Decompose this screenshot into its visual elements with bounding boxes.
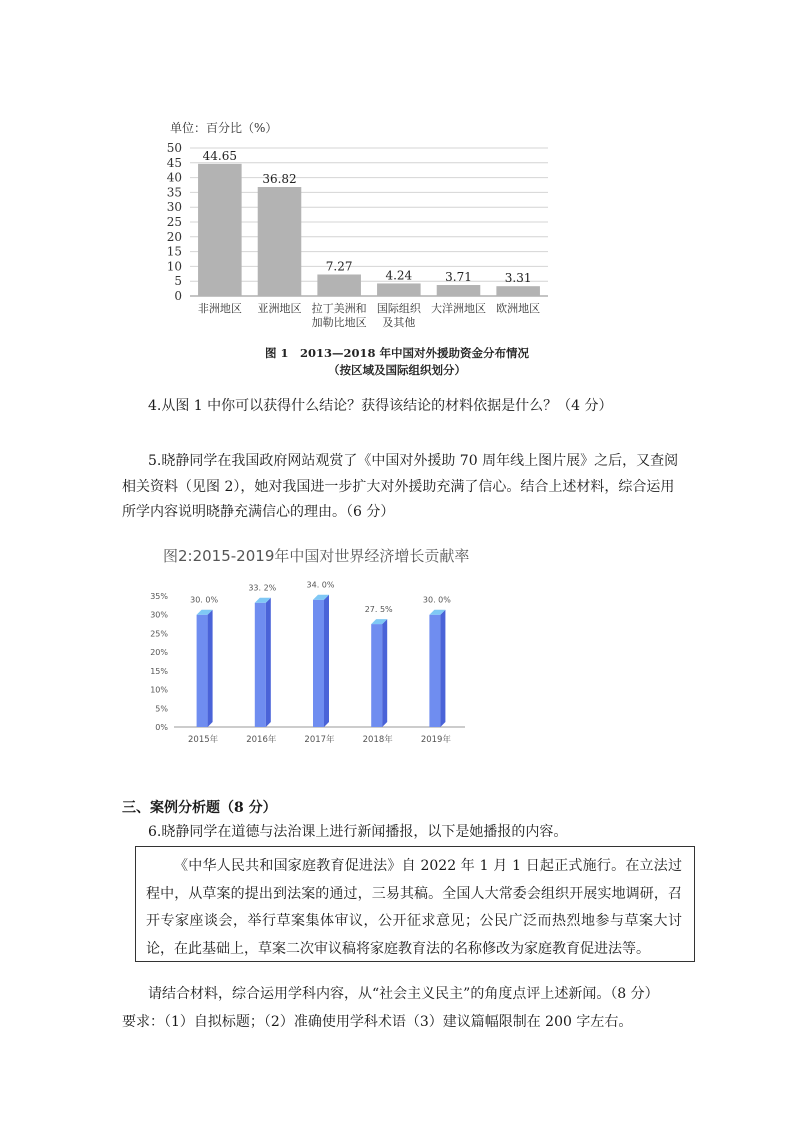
chart1-data-label: 44.65 bbox=[202, 148, 238, 163]
chart1-category-label: 非洲地区 bbox=[197, 302, 242, 315]
chart1-category-label: 加勒比地区 bbox=[311, 316, 367, 329]
chart2-data-label: 30. 0% bbox=[190, 595, 219, 605]
fig1-caption: 图 1 2013—2018 年中国对外援助资金分布情况 bbox=[264, 346, 530, 360]
fig1-subcaption: （按区域及国际组织划分） bbox=[328, 363, 466, 377]
chart1-bar bbox=[496, 286, 540, 296]
chart2-bar bbox=[313, 600, 324, 727]
chart2-category-label: 2017年 bbox=[304, 735, 335, 745]
chart1-ytick-label: 0 bbox=[174, 289, 182, 303]
chart2-ytick-label: 10% bbox=[150, 685, 168, 695]
question-4: 4.从图 1 中你可以获得什么结论？获得该结论的材料依据是什么？（4 分） bbox=[148, 398, 613, 414]
chart1-ytick-label: 25 bbox=[166, 215, 182, 229]
chart1-ytick-label: 5 bbox=[174, 274, 182, 289]
chart2 bbox=[140, 576, 480, 752]
chart2-bar bbox=[429, 615, 440, 727]
chart1-category-label: 亚洲地区 bbox=[257, 302, 302, 315]
chart1-category-label: 拉丁美洲和 bbox=[311, 302, 367, 315]
chart2-data-label: 30. 0% bbox=[422, 595, 451, 605]
chart2-category-label: 2015年 bbox=[188, 735, 219, 745]
chart1-category-label: 国际组织 bbox=[376, 302, 421, 315]
question-6: 6.晓静同学在道德与法治课上进行新闻播报，以下是她播报的内容。 bbox=[148, 824, 568, 840]
chart2-bar bbox=[371, 624, 382, 727]
chart1-data-label: 36.82 bbox=[262, 172, 297, 187]
chart2-data-label: 27. 5% bbox=[364, 605, 393, 615]
chart2-title: 图2:2015-2019年中国对世界经济增长贡献率 bbox=[163, 547, 470, 565]
chart1-bar bbox=[377, 283, 421, 296]
chart1-category-label: 欧洲地区 bbox=[496, 302, 541, 315]
chart2-ytick-label: 0% bbox=[155, 723, 168, 732]
chart1-data-label: 3.31 bbox=[504, 271, 532, 286]
question-5-line1: 5.晓静同学在我国政府网站观赏了《中国对外援助 70 周年线上图片展》之后，又查阅 bbox=[148, 453, 679, 469]
chart2-ytick-label: 35% bbox=[150, 592, 168, 601]
question-5-line2: 相关资料（见图 2），她对我国进一步扩大对外援助充满了信心。结合上述材料，综合运用 bbox=[122, 479, 675, 495]
chart2-bar bbox=[255, 603, 266, 727]
chart1-unit-label: 单位：百分比（%） bbox=[170, 121, 278, 135]
chart1-data-label: 4.24 bbox=[385, 268, 413, 283]
chart2-ytick-label: 30% bbox=[150, 610, 168, 620]
chart1-ytick-label: 45 bbox=[166, 155, 182, 170]
section-3-title: 三、案例分析题（8 分） bbox=[122, 800, 277, 816]
chart1-ytick-label: 15 bbox=[166, 244, 182, 259]
news-material-text: 《中华人民共和国家庭教育促进法》自 2022 年 1 月 1 日起正式施行。在立法过程中，从草案的提出到法案的通过，三易其稿。全国人大常委会组织开展实地调研，召开专家座谈会，举行草案集体审议，公开征求意见；公民广泛而热烈地参与草案大讨论，在此基础上，草案二次审议稿将家庭教育法的名称修改为家庭教育促进法等。 bbox=[146, 858, 682, 957]
chart2-category-label: 2018年 bbox=[362, 735, 393, 745]
question-6-constraints: 要求：（1）自拟标题；（2）准确使用学科术语（3）建议篇幅限制在 200 字左右。 bbox=[122, 1014, 633, 1030]
chart1-ytick-label: 30 bbox=[166, 200, 182, 215]
chart2-bar bbox=[197, 615, 208, 727]
chart1-ytick-label: 10 bbox=[166, 259, 182, 274]
chart1-category-label: 及其他 bbox=[382, 316, 416, 329]
question-6-requirement: 请结合材料，综合运用学科内容，从“社会主义民主”的角度点评上述新闻。（8 分） bbox=[148, 986, 659, 1002]
chart2-bar-side bbox=[324, 595, 329, 727]
chart2-ytick-label: 5% bbox=[155, 704, 168, 714]
chart2-bar-side bbox=[440, 610, 445, 727]
chart2-category-label: 2019年 bbox=[420, 735, 451, 745]
chart2-bar-side bbox=[208, 610, 213, 727]
chart1-data-label: 7.27 bbox=[325, 259, 353, 274]
chart1-bar bbox=[437, 285, 481, 296]
chart2-ytick-label: 15% bbox=[150, 666, 168, 676]
chart1-bar bbox=[198, 164, 242, 296]
chart1-bar bbox=[317, 274, 361, 296]
chart1-ytick-label: 20 bbox=[166, 229, 182, 244]
chart1-ytick-label: 35 bbox=[166, 185, 182, 200]
chart2-ytick-label: 25% bbox=[150, 629, 168, 639]
chart1-category-label: 大洋洲地区 bbox=[431, 302, 486, 315]
chart1 bbox=[160, 138, 560, 336]
chart1-ytick-label: 40 bbox=[166, 170, 182, 185]
chart2-bar-side bbox=[266, 598, 271, 727]
chart2-bar-side bbox=[382, 619, 387, 727]
chart2-ytick-label: 20% bbox=[150, 648, 168, 658]
chart2-category-label: 2016年 bbox=[246, 735, 277, 745]
news-material-box bbox=[135, 846, 695, 962]
chart2-data-label: 33. 2% bbox=[248, 583, 277, 593]
chart2-data-label: 34. 0% bbox=[306, 580, 335, 590]
chart1-ytick-label: 50 bbox=[166, 141, 182, 155]
question-5-line3: 所学内容说明晓静充满信心的理由。（6 分） bbox=[122, 504, 395, 520]
chart1-data-label: 3.71 bbox=[445, 270, 472, 285]
chart1-bar bbox=[258, 187, 302, 296]
